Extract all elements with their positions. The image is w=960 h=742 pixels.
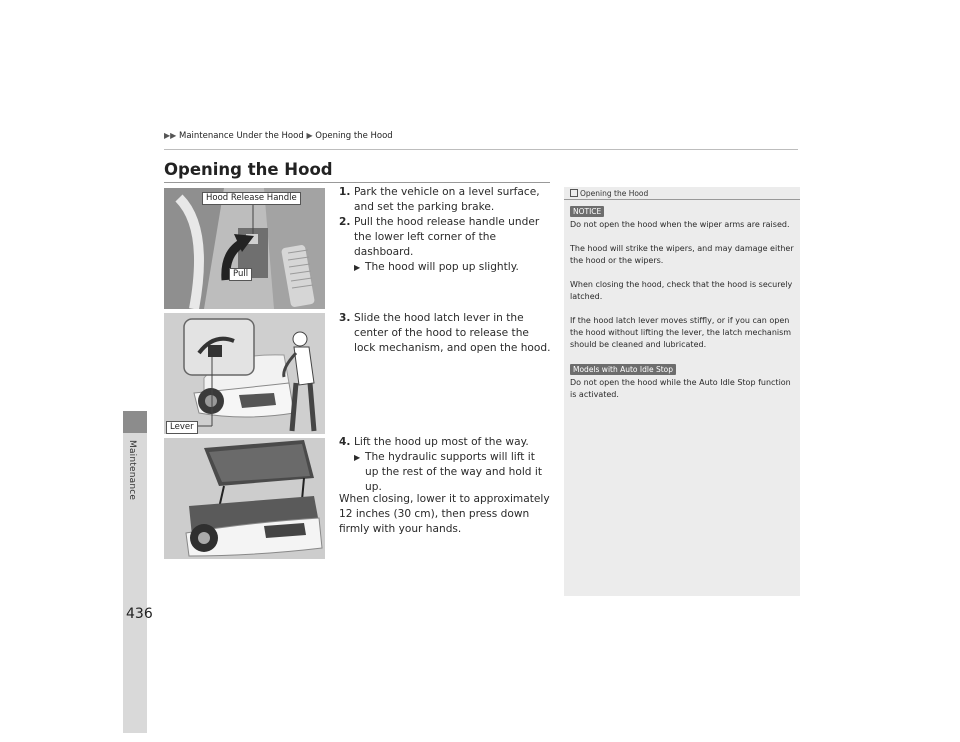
hood-release-handle-image: [164, 188, 325, 309]
step-text: Slide the hood latch lever in the center of the hood to release the lock mechanism, and open the hood.: [354, 312, 551, 354]
breadcrumb-item-maintenance[interactable]: Maintenance Under the Hood: [179, 131, 304, 141]
step-subtext: The hood will pop up slightly.: [365, 261, 519, 273]
step-subtext: The hydraulic supports will lift it up the rest of the way and hold it up.: [365, 451, 542, 493]
breadcrumb: [164, 131, 393, 141]
note-heading: [570, 189, 648, 198]
breadcrumb-arrow-icon: ▶▶: [164, 131, 177, 140]
hood-latch-lever-image: [164, 313, 325, 434]
notice-text: Do not open the hood when the wiper arms are raised.: [570, 220, 790, 229]
step-number: 3.: [339, 312, 351, 324]
step-3: [339, 311, 551, 356]
page-title: Opening the Hood: [164, 160, 333, 179]
note-heading-text: Opening the Hood: [580, 189, 649, 198]
sidebar-section-label: Maintenance: [127, 440, 137, 501]
step-text: Pull the hood release handle under the lower left corner of the dashboard.: [354, 216, 540, 258]
breadcrumb-arrow-icon: ▶: [306, 131, 313, 140]
note-divider: [564, 199, 800, 200]
title-divider: [164, 182, 550, 183]
closing-instructions: When closing, lower it to approximately 12 inches (30 cm), then press down firmly with your hands.: [339, 493, 550, 535]
step-text: Park the vehicle on a level surface, and set the parking brake.: [354, 186, 540, 213]
step-number: 4.: [339, 436, 351, 448]
step-text: Lift the hood up most of the way.: [354, 436, 529, 448]
note-paragraph: When closing the hood, check that the hood is securely latched.: [570, 280, 793, 301]
sidebar-active-tab: [123, 411, 147, 433]
breadcrumb-item-opening-hood[interactable]: Opening the Hood: [315, 131, 393, 141]
note-paragraph: The hood will strike the wipers, and may damage either the hood or the wipers.: [570, 244, 794, 265]
arrow-icon: ▶: [354, 263, 361, 272]
hood-open-image: [164, 438, 325, 559]
note-paragraph: If the hood latch lever moves stiffly, or if you can open the hood without lifting the lever, the latch mechanism should be cleaned and lubricated.: [570, 316, 792, 349]
step-2: [339, 215, 551, 275]
page-number: 436: [126, 606, 153, 622]
models-badge: Models with Auto Idle Stop: [570, 364, 676, 375]
lever-callout: Lever: [166, 421, 198, 434]
step-4: [339, 435, 551, 495]
step-1: [339, 185, 551, 215]
arrow-icon: ▶: [354, 453, 361, 462]
note-icon: [570, 189, 578, 197]
header-divider: [164, 149, 798, 150]
notice-badge: NOTICE: [570, 206, 604, 217]
step-number: 2.: [339, 216, 351, 228]
step-number: 1.: [339, 186, 351, 198]
note-paragraph: Do not open the hood while the Auto Idle Stop function is activated.: [570, 378, 791, 399]
hood-release-handle-callout: Hood Release Handle: [202, 192, 301, 205]
pull-callout: Pull: [229, 268, 252, 281]
